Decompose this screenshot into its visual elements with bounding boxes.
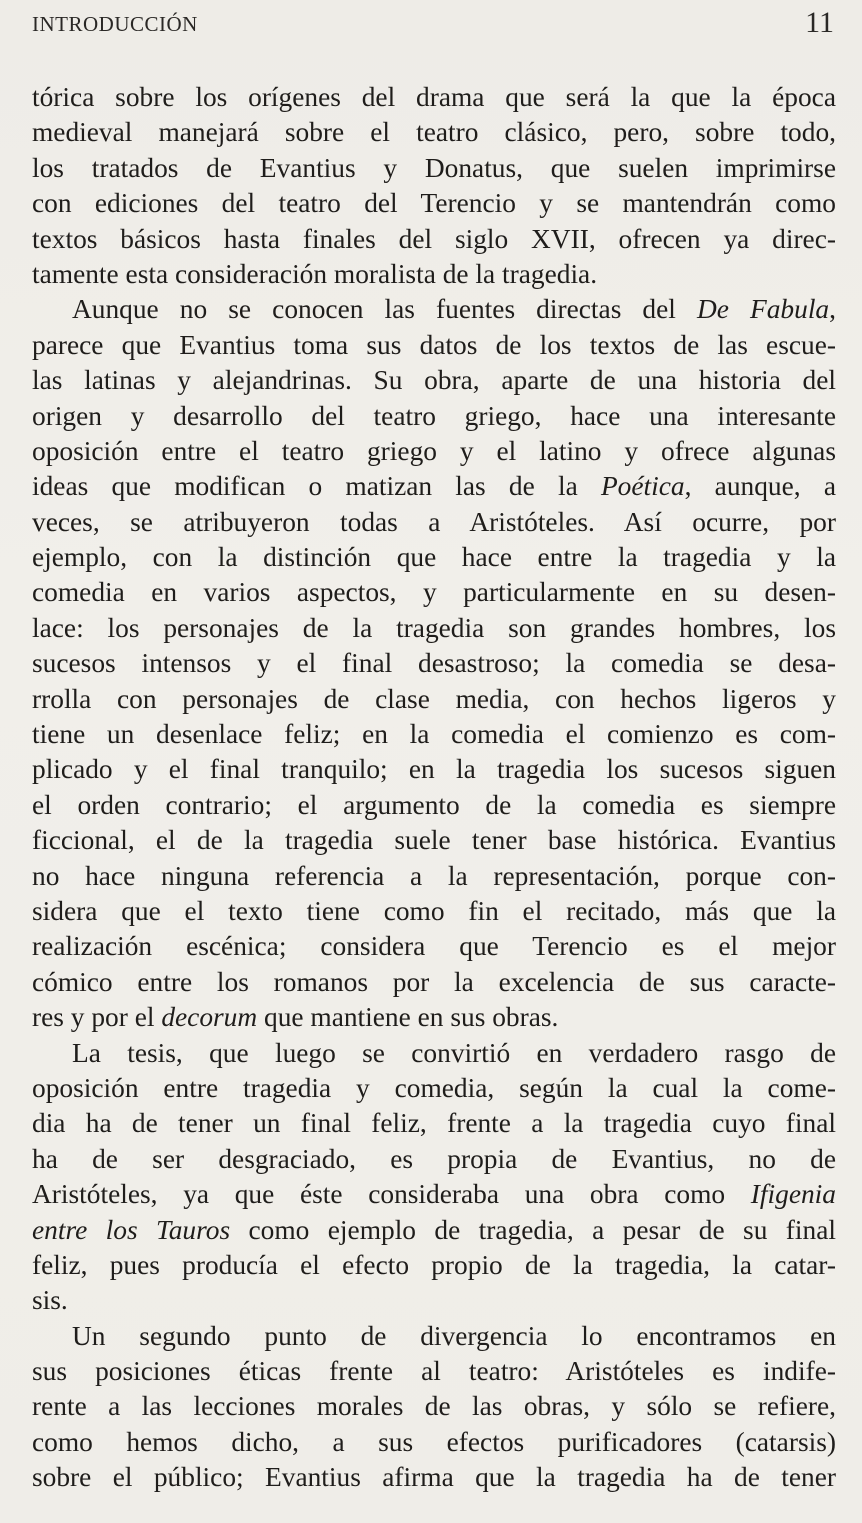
text-line <box>32 1213 836 1248</box>
text-line: sucesos intensos y el final desastroso; la comedia se desa- <box>32 648 836 679</box>
text-line: con ediciones del teatro del Terencio y se mantendrán como <box>32 188 836 219</box>
body-text <box>32 80 836 1496</box>
text-run: ideas que modifican o matizan las de la <box>32 471 601 502</box>
text-line: dia ha de tener un final feliz, frente a la tragedia cuyo final <box>32 1108 836 1139</box>
text-line: tórica sobre los orígenes del drama que será la que la época <box>32 82 836 112</box>
paragraph <box>32 80 836 292</box>
text-run: como ejemplo de tragedia, a pesar de su final <box>230 1214 836 1245</box>
text-line: origen y desarrollo del teatro griego, hace una interesante <box>32 400 836 431</box>
text-line: ejemplo, con la distinción que hace entre la tragedia y la <box>32 542 836 573</box>
italic-text: Poética <box>600 471 685 502</box>
text-line: el orden contrario; el argumento de la comedia es siempre <box>32 789 836 820</box>
text-run: , aunque, a <box>684 471 836 502</box>
text-line: ha de ser desgraciado, es propia de Evantius, no de <box>32 1143 836 1174</box>
text-line: feliz, pues producía el efecto propio de la tragedia, la catar- <box>32 1249 836 1280</box>
text-line: rente a las lecciones morales de las obras, y sólo se refiere, <box>32 1391 836 1422</box>
text-line: no hace ninguna referencia a la representación, porque con- <box>32 860 836 891</box>
text-line <box>32 1000 836 1035</box>
paragraph <box>32 1319 836 1496</box>
text-line: sus posiciones éticas frente al teatro: Aristóteles es indife- <box>32 1356 836 1387</box>
text-line: lace: los personajes de la tragedia son grandes hombres, los <box>32 612 836 643</box>
text-line: textos básicos hasta finales del siglo XVII, ofrecen ya direc- <box>32 223 836 254</box>
text-line: medieval manejará sobre el teatro clásico, pero, sobre todo, <box>32 117 836 148</box>
text-line: La tesis, que luego se convirtió en verdadero rasgo de <box>72 1037 836 1068</box>
text-line: plicado y el final tranquilo; en la tragedia los sucesos siguen <box>32 754 836 785</box>
text-line: los tratados de Evantius y Donatus, que suelen imprimirse <box>32 152 836 183</box>
text-line: sidera que el texto tiene como fin el recitado, más que la <box>32 895 836 926</box>
text-line: parece que Evantius toma sus datos de los textos de las escue- <box>32 329 836 360</box>
running-title: INTRODUCCIÓN <box>32 12 198 36</box>
italic-text: De Fabula <box>696 294 830 325</box>
text-line: las latinas y alejandrinas. Su obra, aparte de una historia del <box>32 365 836 396</box>
text-line: cómico entre los romanos por la excelencia de sus caracte- <box>32 966 836 997</box>
text-line: tamente esta consideración moralista de la tragedia. <box>32 258 598 289</box>
text-line: ficcional, el de la tragedia suele tener base histórica. Evantius <box>32 825 836 856</box>
text-line: veces, se atribuyeron todas a Aristóteles. Así ocurre, por <box>32 506 836 537</box>
page-number: 11 <box>805 6 834 39</box>
text-line: sis. <box>32 1285 68 1316</box>
text-line: realización escénica; considera que Terencio es el mejor <box>32 931 836 962</box>
text-run: Aristóteles, ya que éste consideraba una obra como <box>32 1179 751 1210</box>
text-line <box>32 292 836 327</box>
text-line <box>32 1177 836 1212</box>
text-line <box>32 469 836 504</box>
text-line: sobre el público; Evantius afirma que la tragedia ha de tener <box>32 1462 836 1493</box>
italic-text: Ifigenia <box>750 1179 836 1210</box>
running-header <box>32 8 834 38</box>
paragraph <box>32 292 836 1035</box>
paragraph <box>32 1036 836 1319</box>
text-run: Aunque no se conocen las fuentes directas del <box>72 294 697 325</box>
text-line: oposición entre el teatro griego y el latino y ofrece algunas <box>32 435 836 466</box>
italic-text: decorum <box>161 1002 258 1033</box>
text-line: Un segundo punto de divergencia lo encontramos en <box>72 1320 836 1351</box>
italic-text: entre los Tauros <box>32 1214 231 1245</box>
text-line: comedia en varios aspectos, y particularmente en su desen- <box>32 577 836 608</box>
text-line: tiene un desenlace feliz; en la comedia el comienzo es com- <box>32 719 836 750</box>
text-line: oposición entre tragedia y comedia, según la cual la come- <box>32 1072 836 1103</box>
text-run: res y por el <box>32 1002 162 1033</box>
text-run: que mantiene en sus obras. <box>257 1002 559 1033</box>
text-line: rrolla con personajes de clase media, con hechos ligeros y <box>32 683 836 714</box>
text-line: como hemos dicho, a sus efectos purificadores (catarsis) <box>32 1426 836 1457</box>
text-run: , <box>829 294 836 325</box>
